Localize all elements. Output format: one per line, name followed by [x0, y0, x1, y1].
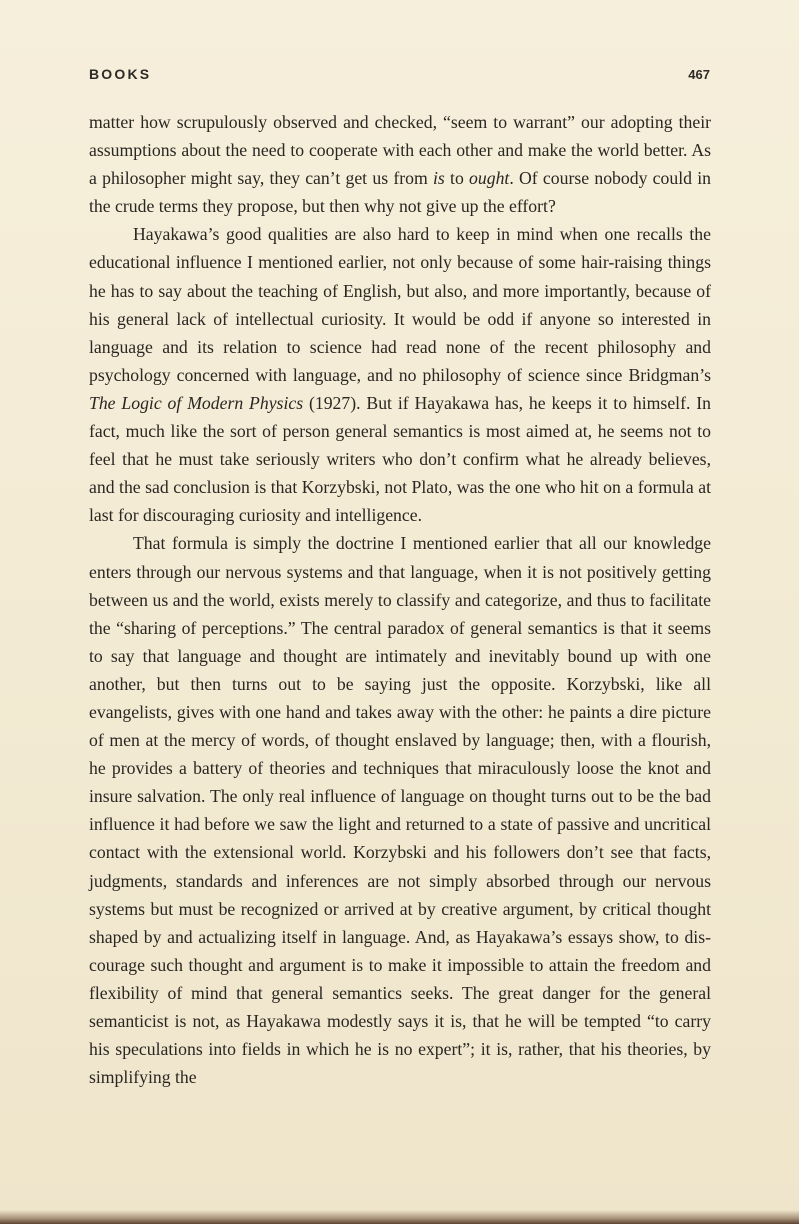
page-bottom-edge [0, 1210, 799, 1224]
text-run: Hayakawa’s good qualities are also hard to keep in mind when one recalls the educational influence I mentioned earlier, not only because of some hair-raising things he has to say about the teaching of English, but also, and more importantly, because of his general lack of intellectual curiosity. It would be odd if anyone so interested in language and its relation to science had read none of the recent philosophy and psychology concerned with language, and no philosophy of science since Bridgman’s [89, 224, 711, 385]
text-run: matter how scrupulously observed and checked, “seem to warrant” our adopting their assumptions about the need to cooperate with each other and make the world better. As a philosopher might say, they can’t get us from [89, 112, 711, 189]
paragraph-1 [89, 108, 711, 220]
running-head [89, 66, 710, 86]
body-text [89, 108, 711, 1091]
text-run: That formula is simply the doctrine I mentioned earlier that all our knowledge enters through our nervous systems and that language, when it is not positively getting between us and the world, exists merely to classify and categorize, and thus to facilitate the “sharing of perceptions.” The central paradox of general semantics is that it seems to say that language and thought are intimately and inevitably bound up with one another, but then turns out to be saying just the opposite. Korzybski, like all evangelists, gives with one hand and takes away with the other: he paints a dire picture of men at the mercy of words, of thought enslaved by language; then, with a flourish, he provides a battery of theories and techniques that miraculously loose the knot and insure salvation. The only real influence of language on thought turns out to be the bad influence it had before we saw the light and returned to a state of passive and uncritical contact with the extensional world. Korzybski and his followers don’t see that facts, judgments, standards and inferences are not simply absorbed through our nervous systems but must be recognized or arrived at by creative argument, by critical thought shaped by and actualizing itself in language. And, as Hayakawa’s essays show, to discourage such thought and argument is to make it impossible to attain the freedom and flexibility of mind that general semantics seeks. The great danger for the general semanticist is not, as Hayakawa modestly says it is, that he will be tempted “to carry his speculations into fields in which he is no expert”; it is, rather, that his theories, by simplifying the [89, 533, 711, 1088]
text-run: . Of course nobody could in the crude terms they propose, but then why not give up the effort? [89, 168, 711, 217]
italic-text: is [432, 168, 445, 189]
paragraph-2 [89, 220, 711, 529]
text-run: (1927). But if Hayakawa has, he keeps it to himself. In fact, much like the sort of person general semantics is most aimed at, he seems not to feel that he must take seriously writers who don’t confirm what he already believes, and the sad conclusion is that Korzybski, not Plato, was the one who hit on a formula at last for discouraging curiosity and intelligence. [89, 392, 711, 526]
paragraph-3 [89, 529, 711, 1091]
page-number: 467 [688, 67, 710, 82]
running-title: BOOKS [89, 66, 152, 82]
text-run: to [444, 168, 470, 189]
italic-text: ought [469, 168, 510, 189]
italic-text: The Logic of Modern Physics [89, 392, 304, 413]
